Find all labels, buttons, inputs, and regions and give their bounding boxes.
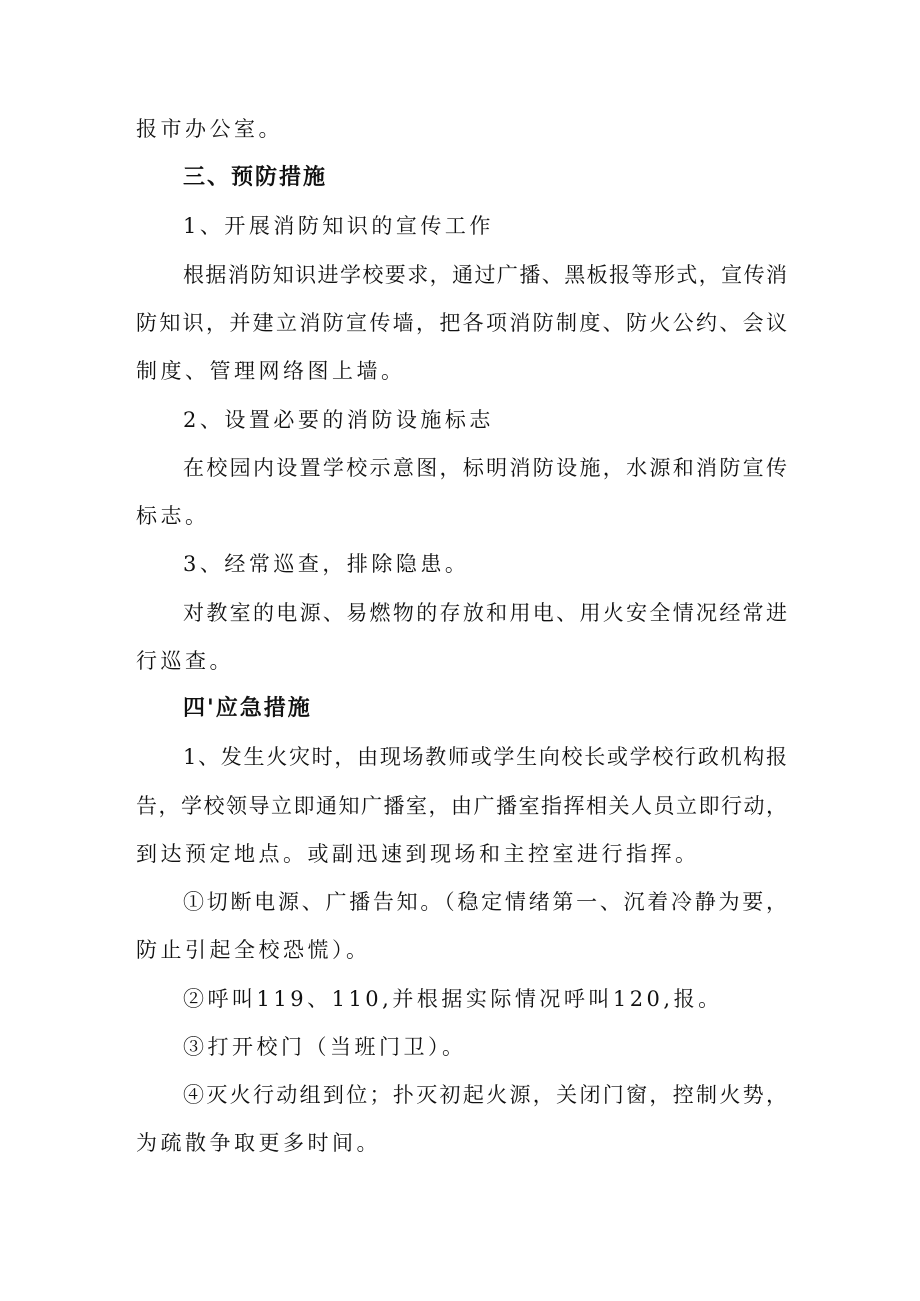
body-text-line: 行巡查。	[136, 649, 234, 673]
body-text-line: 防止引起全校恐慌）。	[136, 938, 371, 962]
body-text-line: 制度、管理网络图上墙。	[136, 359, 406, 383]
body-text-line: 报市办公室。	[136, 117, 283, 141]
subheading-inspection: 3、经常巡查，排除隐患。	[183, 552, 470, 576]
body-text-line: 标志。	[136, 504, 210, 528]
body-text-line: 告，学校领导立即通知广播室，由广播室指挥相关人员立即行动，	[136, 794, 788, 818]
list-item-open-gate: ③打开校门（当班门卫）。	[183, 1035, 467, 1059]
subheading-fire-publicity: 1、开展消防知识的宣传工作	[183, 214, 494, 238]
list-item-power-off: ①切断电源、广播告知。（稳定情绪第一、沉着冷静为要，	[183, 890, 788, 914]
section-heading-emergency: 四'应急措施	[183, 696, 312, 721]
body-text-line: 到达预定地点。或副迅速到现场和主控室进行指挥。	[136, 842, 700, 866]
body-text-line: 根据消防知识进学校要求，通过广播、黑板报等形式，宣传消	[183, 263, 788, 287]
list-item-fire-fighting: ④灭火行动组到位；扑灭初起火源，关闭门窗，控制火势，	[183, 1083, 788, 1107]
list-item-call-emergency: ②呼叫119、110,并根据实际情况呼叫120,报。	[183, 987, 723, 1011]
subheading-fire-signs: 2、设置必要的消防设施标志	[183, 408, 494, 432]
body-text-line: 在校园内设置学校示意图，标明消防设施，水源和消防宣传	[183, 456, 788, 480]
section-heading-prevention: 三、预防措施	[183, 165, 328, 190]
body-text-line: 1、发生火灾时，由现场教师或学生向校长或学校行政机构报	[183, 745, 788, 769]
body-text-line: 为疏散争取更多时间。	[136, 1131, 381, 1155]
body-text-line: 防知识，并建立消防宣传墙，把各项消防制度、防火公约、会议	[136, 311, 788, 335]
body-text-line: 对教室的电源、易燃物的存放和用电、用火安全情况经常进	[183, 601, 788, 625]
